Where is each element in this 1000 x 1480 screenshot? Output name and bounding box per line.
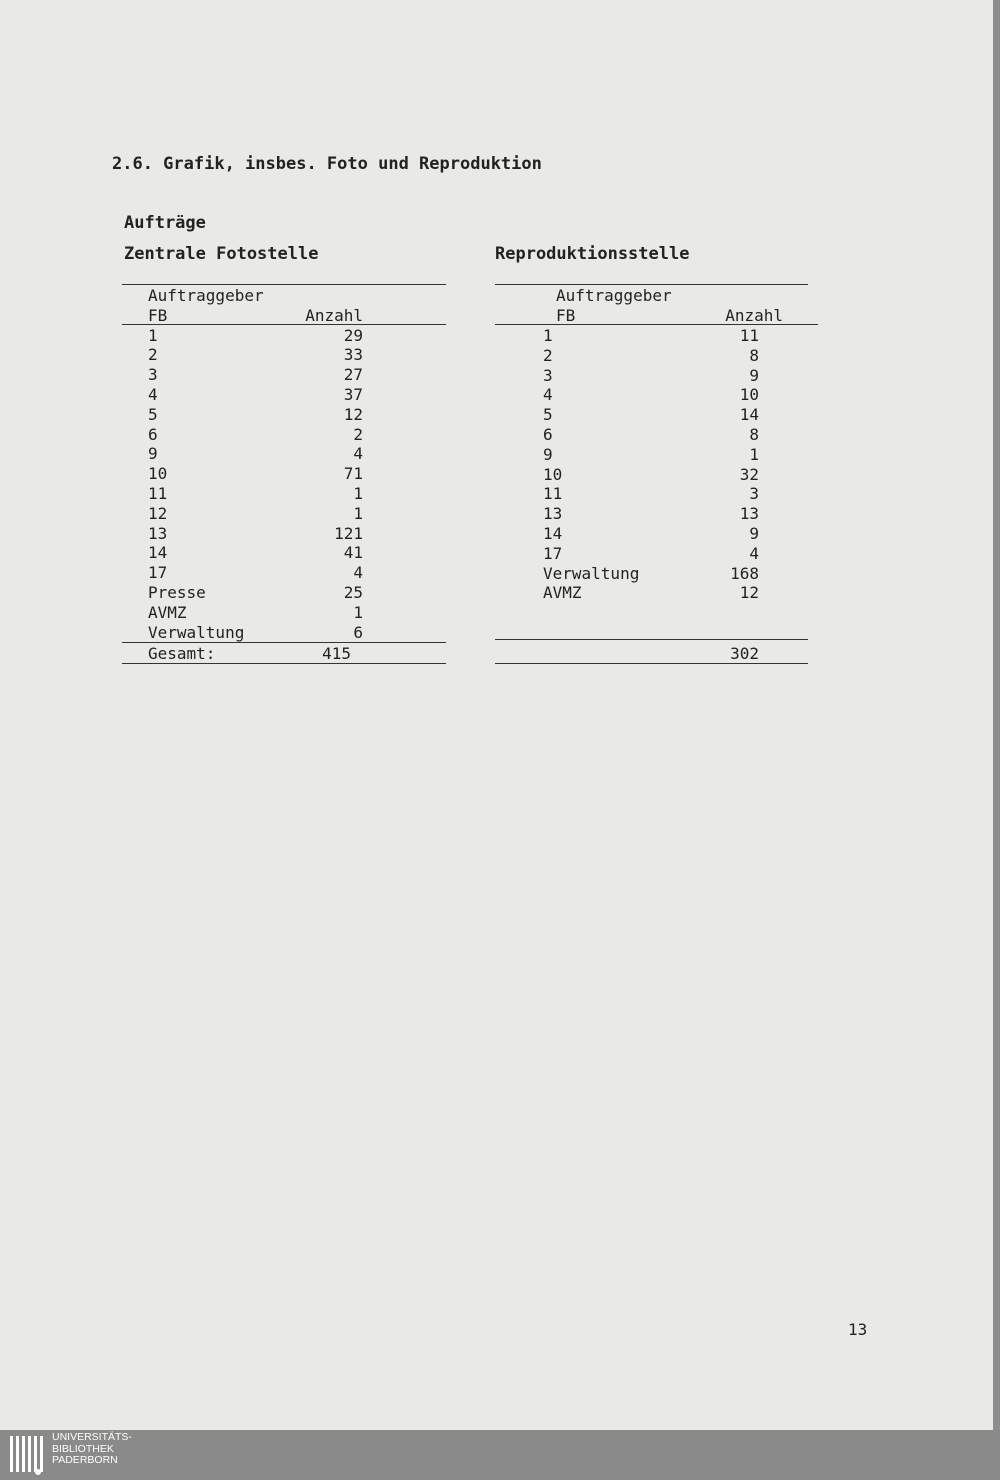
section-title: 2.6. Grafik, insbes. Foto und Reproduktion	[112, 154, 542, 174]
fb-cell: 9	[543, 444, 553, 464]
count-cell: 12	[739, 583, 759, 603]
table-row	[543, 326, 759, 346]
table-row	[148, 326, 363, 346]
repro-total-row	[543, 644, 759, 664]
repro-total-value: 302	[730, 644, 759, 663]
table-row	[148, 504, 363, 524]
fb-cell: 4	[543, 385, 553, 405]
fb-cell: 2	[543, 345, 553, 365]
photo-top-rule	[122, 284, 446, 285]
table-row	[148, 365, 363, 385]
count-cell: 4	[749, 543, 759, 563]
table-row	[148, 385, 363, 405]
fb-cell: 10	[543, 464, 563, 484]
table-row	[543, 564, 759, 584]
library-logo-line3: PADERBORN	[52, 1454, 118, 1466]
page-number: 13	[848, 1320, 868, 1339]
photo-header-rule	[122, 324, 446, 325]
count-cell: 4	[353, 563, 363, 583]
library-logo-line1: UNIVERSITÄTS-	[52, 1431, 132, 1443]
photo-total-label: Gesamt:	[148, 644, 216, 663]
fb-cell: 5	[543, 405, 553, 425]
table-row	[148, 425, 363, 445]
count-cell: 1	[353, 503, 363, 523]
count-cell: 37	[343, 384, 363, 404]
fb-cell: 3	[148, 365, 158, 385]
count-cell: 121	[334, 523, 363, 543]
library-logo-text	[52, 1432, 132, 1467]
orders-heading: Aufträge	[124, 213, 206, 233]
table-row	[543, 385, 759, 405]
table-row	[148, 524, 363, 544]
photo-table	[148, 286, 363, 642]
photo-total-value: 415	[322, 644, 351, 663]
table-row	[543, 465, 759, 485]
photo-col-count: Anzahl	[305, 305, 363, 325]
fb-cell: 3	[543, 365, 553, 385]
fb-cell: 9	[148, 444, 158, 464]
table-row	[148, 484, 363, 504]
count-cell: 2	[353, 424, 363, 444]
count-cell: 3	[749, 484, 759, 504]
count-cell: 9	[749, 523, 759, 543]
table-row	[543, 346, 759, 366]
repro-rows	[543, 326, 759, 603]
fb-cell: 1	[148, 325, 158, 345]
repro-header-rule	[495, 324, 818, 325]
library-footer-bar	[0, 1430, 1000, 1480]
table-row	[543, 366, 759, 386]
fb-cell: 2	[148, 345, 158, 365]
fb-cell: 11	[148, 483, 168, 503]
repro-table-header	[556, 286, 783, 326]
photo-col-fb: FB	[148, 305, 168, 325]
photo-client-header: Auftraggeber	[148, 286, 264, 305]
count-cell: 32	[739, 464, 759, 484]
count-cell: 168	[730, 563, 759, 583]
count-cell: 1	[353, 602, 363, 622]
count-cell: 25	[343, 582, 363, 602]
repro-top-rule	[495, 284, 808, 285]
fb-cell: 11	[543, 484, 563, 504]
fb-cell: 13	[148, 523, 168, 543]
fb-cell: Verwaltung	[148, 622, 245, 642]
repro-section-heading: Reproduktionsstelle	[495, 244, 690, 264]
fb-cell: 12	[148, 503, 168, 523]
count-cell: 10	[739, 385, 759, 405]
photo-total-rule	[122, 642, 446, 643]
photo-section-heading: Zentrale Fotostelle	[124, 244, 319, 264]
table-row	[543, 544, 759, 564]
count-cell: 1	[353, 483, 363, 503]
repro-col-fb: FB	[556, 305, 576, 325]
table-row	[543, 445, 759, 465]
count-cell: 11	[739, 326, 759, 345]
count-cell: 8	[749, 345, 759, 365]
count-cell: 27	[343, 365, 363, 385]
table-row	[148, 464, 363, 484]
table-row	[543, 583, 759, 603]
count-cell: 1	[749, 444, 759, 464]
table-row	[148, 623, 363, 643]
table-row	[148, 405, 363, 425]
repro-total-rule	[495, 639, 808, 640]
table-row	[543, 524, 759, 544]
count-cell: 8	[749, 424, 759, 444]
table-row	[148, 444, 363, 464]
fb-cell: 17	[543, 543, 563, 563]
photo-column-header-row	[148, 306, 363, 326]
count-cell: 14	[739, 405, 759, 425]
count-cell: 71	[343, 464, 363, 484]
photo-client-header-row	[148, 286, 363, 306]
fb-cell: 13	[543, 504, 563, 524]
repro-client-header: Auftraggeber	[556, 286, 672, 305]
repro-column-header-row	[556, 306, 783, 326]
photo-bottom-rule	[122, 663, 446, 664]
fb-cell: 6	[148, 424, 158, 444]
table-row	[148, 345, 363, 365]
photo-total-row	[148, 644, 351, 664]
table-row	[543, 504, 759, 524]
fb-cell: 10	[148, 464, 168, 484]
count-cell: 4	[353, 444, 363, 464]
fb-cell: 1	[543, 326, 553, 345]
repro-table	[543, 326, 759, 603]
fb-cell: AVMZ	[148, 602, 187, 622]
library-logo-icon	[8, 1434, 48, 1476]
count-cell: 13	[739, 504, 759, 524]
page-edge-shadow	[993, 0, 1000, 1430]
table-row	[148, 563, 363, 583]
count-cell: 6	[353, 622, 363, 642]
fb-cell: 17	[148, 563, 168, 583]
fb-cell: 4	[148, 384, 158, 404]
count-cell: 12	[343, 404, 363, 424]
fb-cell: 14	[543, 523, 563, 543]
table-row	[148, 583, 363, 603]
repro-client-header-row	[556, 286, 783, 306]
table-row	[148, 603, 363, 623]
fb-cell: Presse	[148, 582, 206, 602]
library-logo-line2: BIBLIOTHEK	[52, 1442, 114, 1455]
count-cell: 33	[343, 345, 363, 365]
fb-cell: Verwaltung	[543, 563, 640, 583]
fb-cell: 5	[148, 404, 158, 424]
repro-bottom-rule	[495, 663, 808, 664]
fb-cell: AVMZ	[543, 583, 582, 603]
repro-col-count: Anzahl	[725, 305, 783, 325]
table-row	[543, 425, 759, 445]
count-cell: 41	[343, 543, 363, 563]
fb-cell: 14	[148, 543, 168, 563]
table-row	[543, 484, 759, 504]
table-row	[148, 543, 363, 563]
fb-cell: 6	[543, 424, 553, 444]
photo-rows	[148, 326, 363, 643]
count-cell: 9	[749, 365, 759, 385]
count-cell: 29	[343, 325, 363, 345]
table-row	[543, 405, 759, 425]
